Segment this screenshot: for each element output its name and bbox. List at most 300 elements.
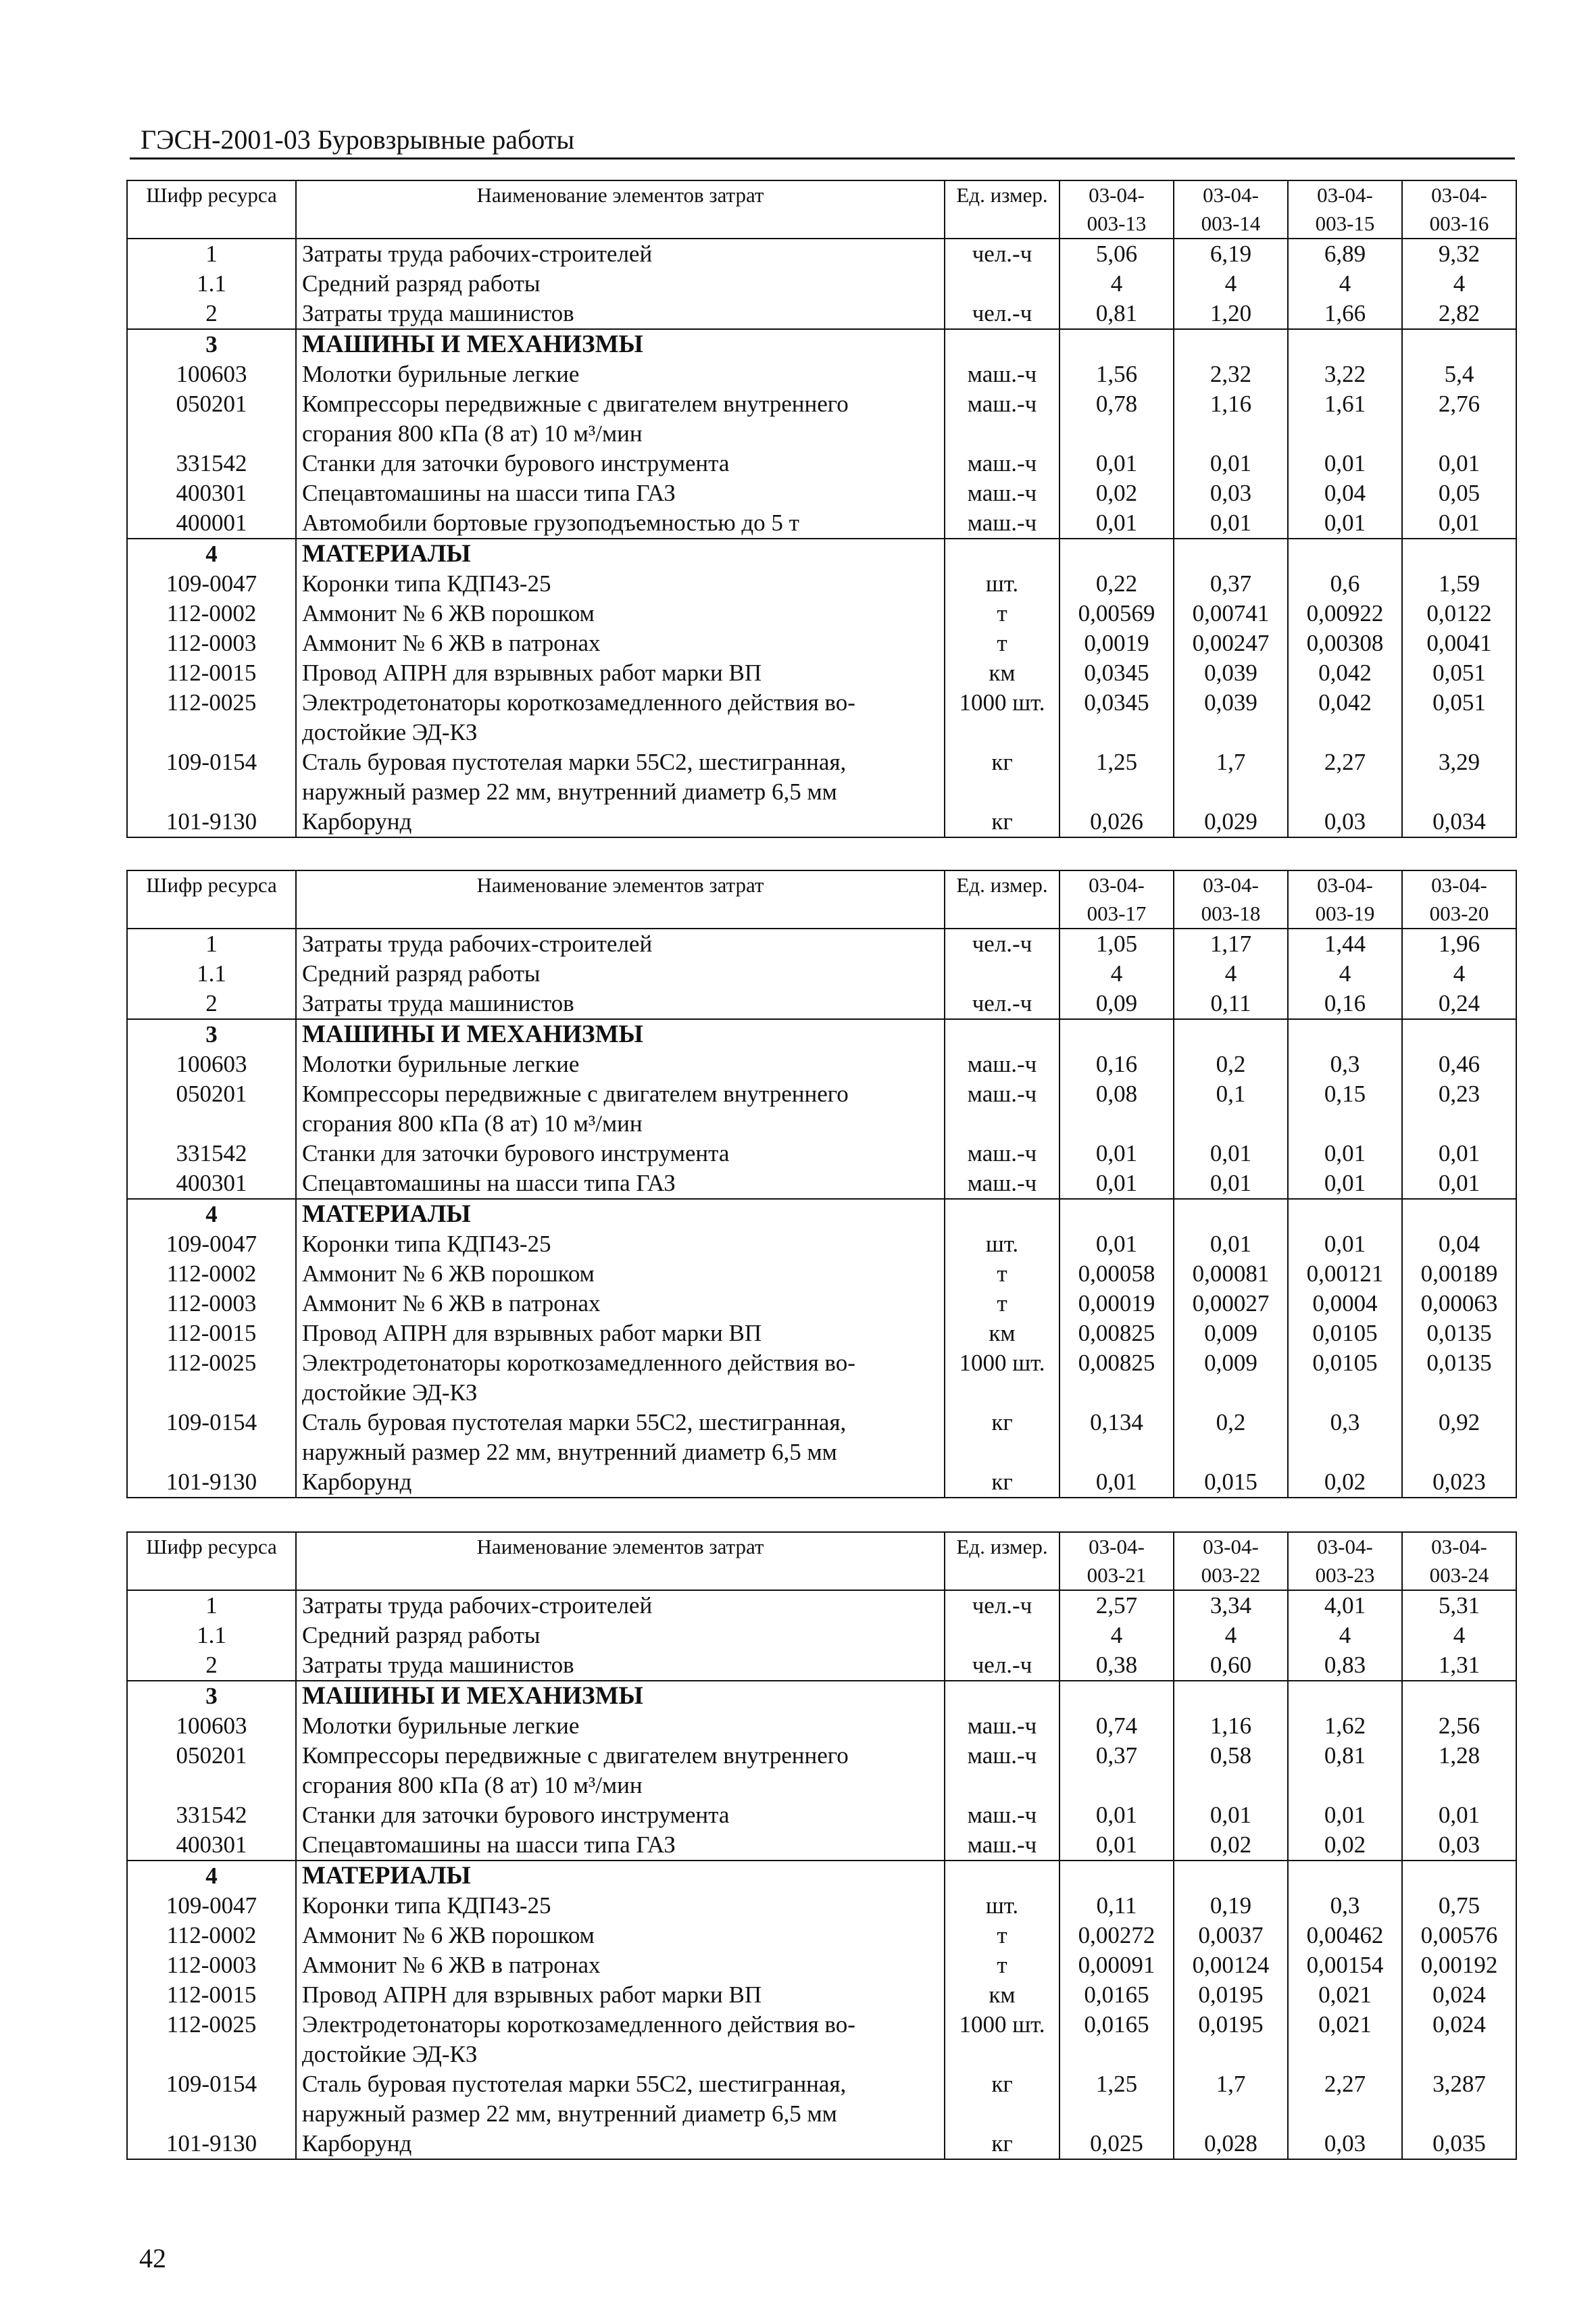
value-cell: 0,00576: [1402, 1921, 1516, 1950]
value-cell: [1288, 1019, 1402, 1050]
value-cell: 1,16: [1174, 1711, 1288, 1741]
value-cell: [1174, 1681, 1288, 1711]
value-cell: 0,81: [1059, 299, 1174, 329]
unit-cell: [945, 1681, 1059, 1711]
table-row: [127, 1741, 1516, 1800]
resource-code: 400301: [127, 1830, 296, 1861]
value-cell: 1,66: [1288, 299, 1402, 329]
header-norm-code: [1059, 1532, 1174, 1590]
resource-code: 101-9130: [127, 1467, 296, 1498]
resource-name: [296, 929, 945, 959]
norm-code-line: 003-22: [1201, 1563, 1261, 1587]
unit-cell: кг: [945, 1467, 1059, 1498]
value-cell: 0,01: [1174, 1168, 1288, 1199]
value-cell: 0,00154: [1288, 1950, 1402, 1980]
norm-code-line: 03-04-: [1431, 183, 1487, 207]
resource-code: 1: [127, 929, 296, 959]
norm-code-line: 003-14: [1201, 212, 1261, 235]
resource-code: 109-0154: [127, 1408, 296, 1467]
value-cell: 0,024: [1402, 1980, 1516, 2010]
value-cell: 0,029: [1174, 807, 1288, 837]
value-cell: 1,25: [1059, 2069, 1174, 2129]
unit-cell: чел.-ч: [945, 239, 1059, 269]
unit-cell: [945, 1861, 1059, 1891]
resource-name-line: Затраты труда машинистов: [302, 990, 574, 1016]
table-row: [127, 1289, 1516, 1319]
value-cell: 1,17: [1174, 929, 1288, 959]
resource-code: 1.1: [127, 269, 296, 299]
value-cell: 0,0345: [1059, 658, 1174, 688]
resource-name-line: Спецавтомашины на шасси типа ГАЗ: [302, 480, 676, 506]
norm-code-line: 003-18: [1201, 902, 1261, 925]
resource-name: [296, 2129, 945, 2159]
resource-name: [296, 1139, 945, 1168]
unit-cell: чел.-ч: [945, 299, 1059, 329]
value-cell: 0,01: [1174, 449, 1288, 478]
resource-name: [296, 2010, 945, 2069]
table-row: [127, 508, 1516, 539]
unit-cell: шт.: [945, 1891, 1059, 1921]
section-row: [127, 1019, 1516, 1050]
table-row: [127, 299, 1516, 329]
norm-code-line: 003-16: [1429, 212, 1489, 235]
value-cell: 0,01: [1174, 508, 1288, 539]
resource-name: [296, 599, 945, 629]
resource-name: [296, 1348, 945, 1408]
value-cell: 0,01: [1174, 1800, 1288, 1830]
table-body: [127, 929, 1516, 1498]
page-header: [130, 124, 1515, 159]
value-cell: 0,0019: [1059, 629, 1174, 658]
resource-code: 1: [127, 239, 296, 269]
value-cell: 0,01: [1402, 449, 1516, 478]
value-cell: 0,01: [1288, 1800, 1402, 1830]
unit-cell: км: [945, 658, 1059, 688]
table-row: [127, 2129, 1516, 2159]
page-number: 42: [139, 2243, 166, 2273]
header-unit: Ед. измер.: [945, 870, 1059, 929]
value-cell: 0,01: [1059, 449, 1174, 478]
value-cell: 5,06: [1059, 239, 1174, 269]
unit-cell: чел.-ч: [945, 989, 1059, 1019]
value-cell: 0,2: [1174, 1050, 1288, 1079]
value-cell: 0,01: [1174, 1229, 1288, 1259]
resource-name: [296, 1168, 945, 1199]
value-cell: 0,81: [1288, 1741, 1402, 1800]
resource-name-line: МАТЕРИАЛЫ: [302, 1200, 471, 1228]
value-cell: 0,00091: [1059, 1950, 1174, 1980]
value-cell: 0,04: [1402, 1229, 1516, 1259]
resource-name: [296, 688, 945, 747]
resource-code: 1.1: [127, 959, 296, 989]
resource-name-line: МАШИНЫ И МЕХАНИЗМЫ: [302, 1020, 643, 1048]
unit-cell: маш.-ч: [945, 389, 1059, 449]
value-cell: 0,02: [1288, 1467, 1402, 1498]
resource-name-line: Станки для заточки бурового инструмента: [302, 1140, 730, 1166]
resource-code: 3: [127, 1681, 296, 1711]
table-row: [127, 1408, 1516, 1467]
section-row: [127, 329, 1516, 360]
value-cell: 0,0037: [1174, 1921, 1288, 1950]
norm-code-line: 003-15: [1315, 212, 1375, 235]
header-name: Наименование элементов затрат: [296, 1532, 945, 1590]
resource-name-line: Электродетонаторы короткозамедленного действия во-: [302, 2011, 855, 2038]
resource-name-line: Компрессоры передвижные с двигателем внутреннего: [302, 391, 849, 417]
value-cell: 1,20: [1174, 299, 1288, 329]
resource-name: [296, 807, 945, 837]
resource-name: [296, 2069, 945, 2129]
section-row: [127, 1199, 1516, 1229]
table-row: [127, 389, 1516, 449]
value-cell: 0,08: [1059, 1079, 1174, 1139]
unit-cell: 1000 шт.: [945, 1348, 1059, 1408]
resource-name-line: Затраты труда рабочих-строителей: [302, 1592, 653, 1619]
resource-name-line: Молотки бурильные легкие: [302, 361, 580, 387]
header-norm-code: [1288, 180, 1402, 239]
unit-cell: чел.-ч: [945, 1590, 1059, 1621]
resource-name-line: Карборунд: [302, 1469, 412, 1495]
table-row: [127, 449, 1516, 478]
resource-code: 112-0025: [127, 688, 296, 747]
resource-name: [296, 360, 945, 389]
table-row: [127, 599, 1516, 629]
value-cell: 0,01: [1174, 1139, 1288, 1168]
value-cell: 0,00922: [1288, 599, 1402, 629]
value-cell: 0,035: [1402, 2129, 1516, 2159]
value-cell: [1059, 539, 1174, 569]
unit-cell: маш.-ч: [945, 449, 1059, 478]
resource-name-line: МАШИНЫ И МЕХАНИЗМЫ: [302, 330, 643, 358]
value-cell: 0,00063: [1402, 1289, 1516, 1319]
value-cell: 0,16: [1288, 989, 1402, 1019]
value-cell: 0,0195: [1174, 1980, 1288, 2010]
table-row: [127, 747, 1516, 807]
value-cell: 0,02: [1174, 1830, 1288, 1861]
resource-name: [296, 1050, 945, 1079]
value-cell: 0,19: [1174, 1891, 1288, 1921]
value-cell: [1059, 1861, 1174, 1891]
table-row: [127, 269, 1516, 299]
table-row: [127, 1168, 1516, 1199]
value-cell: 0,009: [1174, 1348, 1288, 1408]
value-cell: 0,01: [1059, 1467, 1174, 1498]
resource-code: 4: [127, 539, 296, 569]
header-norm-code: [1059, 180, 1174, 239]
table-row: [127, 688, 1516, 747]
resource-code: 050201: [127, 1079, 296, 1139]
resource-name: [296, 1319, 945, 1348]
value-cell: 1,7: [1174, 747, 1288, 807]
table-row: [127, 1950, 1516, 1980]
table-row: [127, 239, 1516, 269]
value-cell: 0,01: [1288, 508, 1402, 539]
value-cell: 0,15: [1288, 1079, 1402, 1139]
resource-code: 112-0002: [127, 1921, 296, 1950]
header-norm-code: [1174, 180, 1288, 239]
value-cell: 1,16: [1174, 389, 1288, 449]
unit-cell: т: [945, 1289, 1059, 1319]
value-cell: 0,1: [1174, 1079, 1288, 1139]
table-row: [127, 929, 1516, 959]
value-cell: 0,039: [1174, 688, 1288, 747]
resource-name-line: сгорания 800 кПа (8 ат) 10 м³/мин: [302, 1110, 643, 1137]
value-cell: 0,01: [1402, 1800, 1516, 1830]
value-cell: 0,01: [1059, 1830, 1174, 1861]
table-row: [127, 1590, 1516, 1621]
header-name: Наименование элементов затрат: [296, 870, 945, 929]
value-cell: [1174, 1019, 1288, 1050]
value-cell: 0,58: [1174, 1741, 1288, 1800]
value-cell: 0,00247: [1174, 629, 1288, 658]
value-cell: 4: [1174, 269, 1288, 299]
section-title: [296, 1861, 945, 1891]
value-cell: 4: [1059, 959, 1174, 989]
page-title: ГЭСН-2001-03 Буровзрывные работы: [141, 124, 575, 155]
value-cell: 0,0105: [1288, 1348, 1402, 1408]
value-cell: 0,042: [1288, 688, 1402, 747]
resource-name-line: Затраты труда рабочих-строителей: [302, 931, 653, 957]
value-cell: 0,00741: [1174, 599, 1288, 629]
norm-code-line: 003-17: [1087, 902, 1147, 925]
resource-code: 100603: [127, 1711, 296, 1741]
resource-name-line: Молотки бурильные легкие: [302, 1051, 580, 1077]
table-row: [127, 1921, 1516, 1950]
resource-name-line: сгорания 800 кПа (8 ат) 10 м³/мин: [302, 420, 643, 447]
value-cell: 4: [1402, 1621, 1516, 1650]
value-cell: 1,62: [1288, 1711, 1402, 1741]
resource-name: [296, 1711, 945, 1741]
resource-name: [296, 989, 945, 1019]
value-cell: 0,00121: [1288, 1259, 1402, 1289]
unit-cell: кг: [945, 1408, 1059, 1467]
value-cell: [1288, 1681, 1402, 1711]
header-row: [127, 180, 1516, 239]
resource-table-1: [126, 180, 1517, 838]
resource-name: [296, 1289, 945, 1319]
value-cell: 5,31: [1402, 1590, 1516, 1621]
header-norm-code: [1402, 870, 1516, 929]
value-cell: 2,56: [1402, 1711, 1516, 1741]
value-cell: 0,026: [1059, 807, 1174, 837]
resource-code: 2: [127, 299, 296, 329]
resource-name: [296, 1830, 945, 1861]
value-cell: 0,02: [1059, 478, 1174, 508]
resource-name-line: Провод АПРН для взрывных работ марки ВП: [302, 1981, 762, 2008]
resource-code: 331542: [127, 1139, 296, 1168]
resource-name-line: Спецавтомашины на шасси типа ГАЗ: [302, 1831, 676, 1858]
norm-code-line: 003-24: [1429, 1563, 1489, 1587]
resource-name-line: Затраты труда машинистов: [302, 1652, 574, 1678]
norm-code-line: 03-04-: [1317, 1535, 1373, 1558]
resource-code: 100603: [127, 360, 296, 389]
header-code: Шифр ресурса: [127, 870, 296, 929]
header-norm-code: [1402, 1532, 1516, 1590]
resource-name-line: Электродетонаторы короткозамедленного действия во-: [302, 1350, 855, 1376]
norm-code-line: 03-04-: [1203, 1535, 1259, 1558]
value-cell: 0,01: [1059, 508, 1174, 539]
value-cell: 9,32: [1402, 239, 1516, 269]
value-cell: 0,6: [1288, 569, 1402, 599]
unit-cell: кг: [945, 747, 1059, 807]
table-row: [127, 1467, 1516, 1498]
value-cell: 1,28: [1402, 1741, 1516, 1800]
value-cell: 0,0345: [1059, 688, 1174, 747]
value-cell: 0,0122: [1402, 599, 1516, 629]
resource-name-line: наружный размер 22 мм, внутренний диаметр 6,5 мм: [302, 2100, 837, 2127]
resource-name: [296, 1741, 945, 1800]
value-cell: 0,015: [1174, 1467, 1288, 1498]
resource-code: 1: [127, 1590, 296, 1621]
value-cell: [1288, 329, 1402, 360]
resource-name: [296, 1229, 945, 1259]
value-cell: 0,05: [1402, 478, 1516, 508]
resource-name-line: достойкие ЭД-КЗ: [302, 2041, 478, 2067]
value-cell: 1,56: [1059, 360, 1174, 389]
table-row: [127, 1800, 1516, 1830]
unit-cell: [945, 1019, 1059, 1050]
resource-code: 112-0002: [127, 599, 296, 629]
unit-cell: кг: [945, 2069, 1059, 2129]
value-cell: 0,24: [1402, 989, 1516, 1019]
value-cell: 0,0135: [1402, 1348, 1516, 1408]
value-cell: [1174, 539, 1288, 569]
value-cell: 0,01: [1402, 508, 1516, 539]
resource-name-line: Сталь буровая пустотелая марки 55С2, шестигранная,: [302, 2071, 847, 2097]
header-norm-code: [1288, 870, 1402, 929]
value-cell: [1402, 1861, 1516, 1891]
value-cell: [1402, 329, 1516, 360]
value-cell: 0,00272: [1059, 1921, 1174, 1950]
resource-code: 101-9130: [127, 807, 296, 837]
value-cell: 1,61: [1288, 389, 1402, 449]
value-cell: [1288, 1199, 1402, 1229]
header-row: [127, 870, 1516, 929]
value-cell: 0,023: [1402, 1467, 1516, 1498]
value-cell: 0,039: [1174, 658, 1288, 688]
resource-name: [296, 959, 945, 989]
norm-code-line: 03-04-: [1089, 873, 1145, 897]
resource-code: 109-0047: [127, 1229, 296, 1259]
resource-name-line: Затраты труда машинистов: [302, 300, 574, 326]
value-cell: 0,3: [1288, 1891, 1402, 1921]
resource-code: 331542: [127, 449, 296, 478]
unit-cell: чел.-ч: [945, 1650, 1059, 1681]
header-unit: Ед. измер.: [945, 1532, 1059, 1590]
resource-code: 4: [127, 1861, 296, 1891]
resource-code: 050201: [127, 1741, 296, 1800]
value-cell: 0,0195: [1174, 2010, 1288, 2069]
value-cell: 0,134: [1059, 1408, 1174, 1467]
header-name: Наименование элементов затрат: [296, 180, 945, 239]
resource-name-line: МАШИНЫ И МЕХАНИЗМЫ: [302, 1682, 643, 1710]
value-cell: 2,27: [1288, 2069, 1402, 2129]
value-cell: [1174, 1861, 1288, 1891]
unit-cell: чел.-ч: [945, 929, 1059, 959]
value-cell: 0,01: [1288, 449, 1402, 478]
resource-code: 100603: [127, 1050, 296, 1079]
value-cell: 2,27: [1288, 747, 1402, 807]
header-norm-code: [1174, 1532, 1288, 1590]
value-cell: 0,46: [1402, 1050, 1516, 1079]
value-cell: 4: [1059, 269, 1174, 299]
resource-name-line: Аммонит № 6 ЖВ порошком: [302, 600, 595, 626]
norm-code-line: 03-04-: [1203, 873, 1259, 897]
value-cell: 0,00189: [1402, 1259, 1516, 1289]
unit-cell: маш.-ч: [945, 1800, 1059, 1830]
table-row: [127, 1319, 1516, 1348]
value-cell: 0,3: [1288, 1408, 1402, 1467]
value-cell: 0,03: [1402, 1830, 1516, 1861]
value-cell: 0,22: [1059, 569, 1174, 599]
table-row: [127, 1050, 1516, 1079]
norm-code-line: 003-20: [1429, 902, 1489, 925]
resource-name: [296, 299, 945, 329]
unit-cell: кг: [945, 807, 1059, 837]
value-cell: 0,00124: [1174, 1950, 1288, 1980]
resource-name: [296, 1467, 945, 1498]
value-cell: 0,01: [1402, 1139, 1516, 1168]
section-row: [127, 1681, 1516, 1711]
table-row: [127, 2010, 1516, 2069]
value-cell: 2,82: [1402, 299, 1516, 329]
value-cell: 0,01: [1059, 1168, 1174, 1199]
resource-name-line: наружный размер 22 мм, внутренний диаметр 6,5 мм: [302, 1439, 837, 1465]
value-cell: 0,03: [1288, 2129, 1402, 2159]
value-cell: 1,96: [1402, 929, 1516, 959]
norm-code-line: 03-04-: [1089, 1535, 1145, 1558]
resource-code: 112-0003: [127, 1289, 296, 1319]
resource-name-line: Карборунд: [302, 808, 412, 835]
section-row: [127, 1861, 1516, 1891]
resource-name-line: достойкие ЭД-КЗ: [302, 719, 478, 745]
value-cell: [1059, 1019, 1174, 1050]
unit-cell: кг: [945, 2129, 1059, 2159]
unit-cell: маш.-ч: [945, 1741, 1059, 1800]
table-row: [127, 1259, 1516, 1289]
header-code: Шифр ресурса: [127, 180, 296, 239]
value-cell: 6,89: [1288, 239, 1402, 269]
value-cell: 0,04: [1288, 478, 1402, 508]
resource-code: 112-0003: [127, 1950, 296, 1980]
unit-cell: маш.-ч: [945, 1139, 1059, 1168]
header-row: [127, 1532, 1516, 1590]
table-header: [127, 1532, 1516, 1590]
resource-name: [296, 1980, 945, 2010]
resource-code: 400001: [127, 508, 296, 539]
value-cell: 4: [1402, 959, 1516, 989]
table-row: [127, 1079, 1516, 1139]
unit-cell: маш.-ч: [945, 1079, 1059, 1139]
unit-cell: т: [945, 1259, 1059, 1289]
table-row: [127, 658, 1516, 688]
resource-name-line: МАТЕРИАЛЫ: [302, 1862, 471, 1890]
unit-cell: маш.-ч: [945, 1830, 1059, 1861]
resource-name: [296, 1079, 945, 1139]
resource-name: [296, 1259, 945, 1289]
resource-code: 109-0154: [127, 747, 296, 807]
value-cell: 1,7: [1174, 2069, 1288, 2129]
resource-code: 112-0002: [127, 1259, 296, 1289]
table-row: [127, 1139, 1516, 1168]
value-cell: 0,00825: [1059, 1348, 1174, 1408]
value-cell: 0,00027: [1174, 1289, 1288, 1319]
value-cell: [1288, 539, 1402, 569]
resource-code: 4: [127, 1199, 296, 1229]
value-cell: 0,00081: [1174, 1259, 1288, 1289]
table-row: [127, 478, 1516, 508]
resource-code: 112-0015: [127, 658, 296, 688]
resource-name-line: Компрессоры передвижные с двигателем внутреннего: [302, 1742, 849, 1769]
